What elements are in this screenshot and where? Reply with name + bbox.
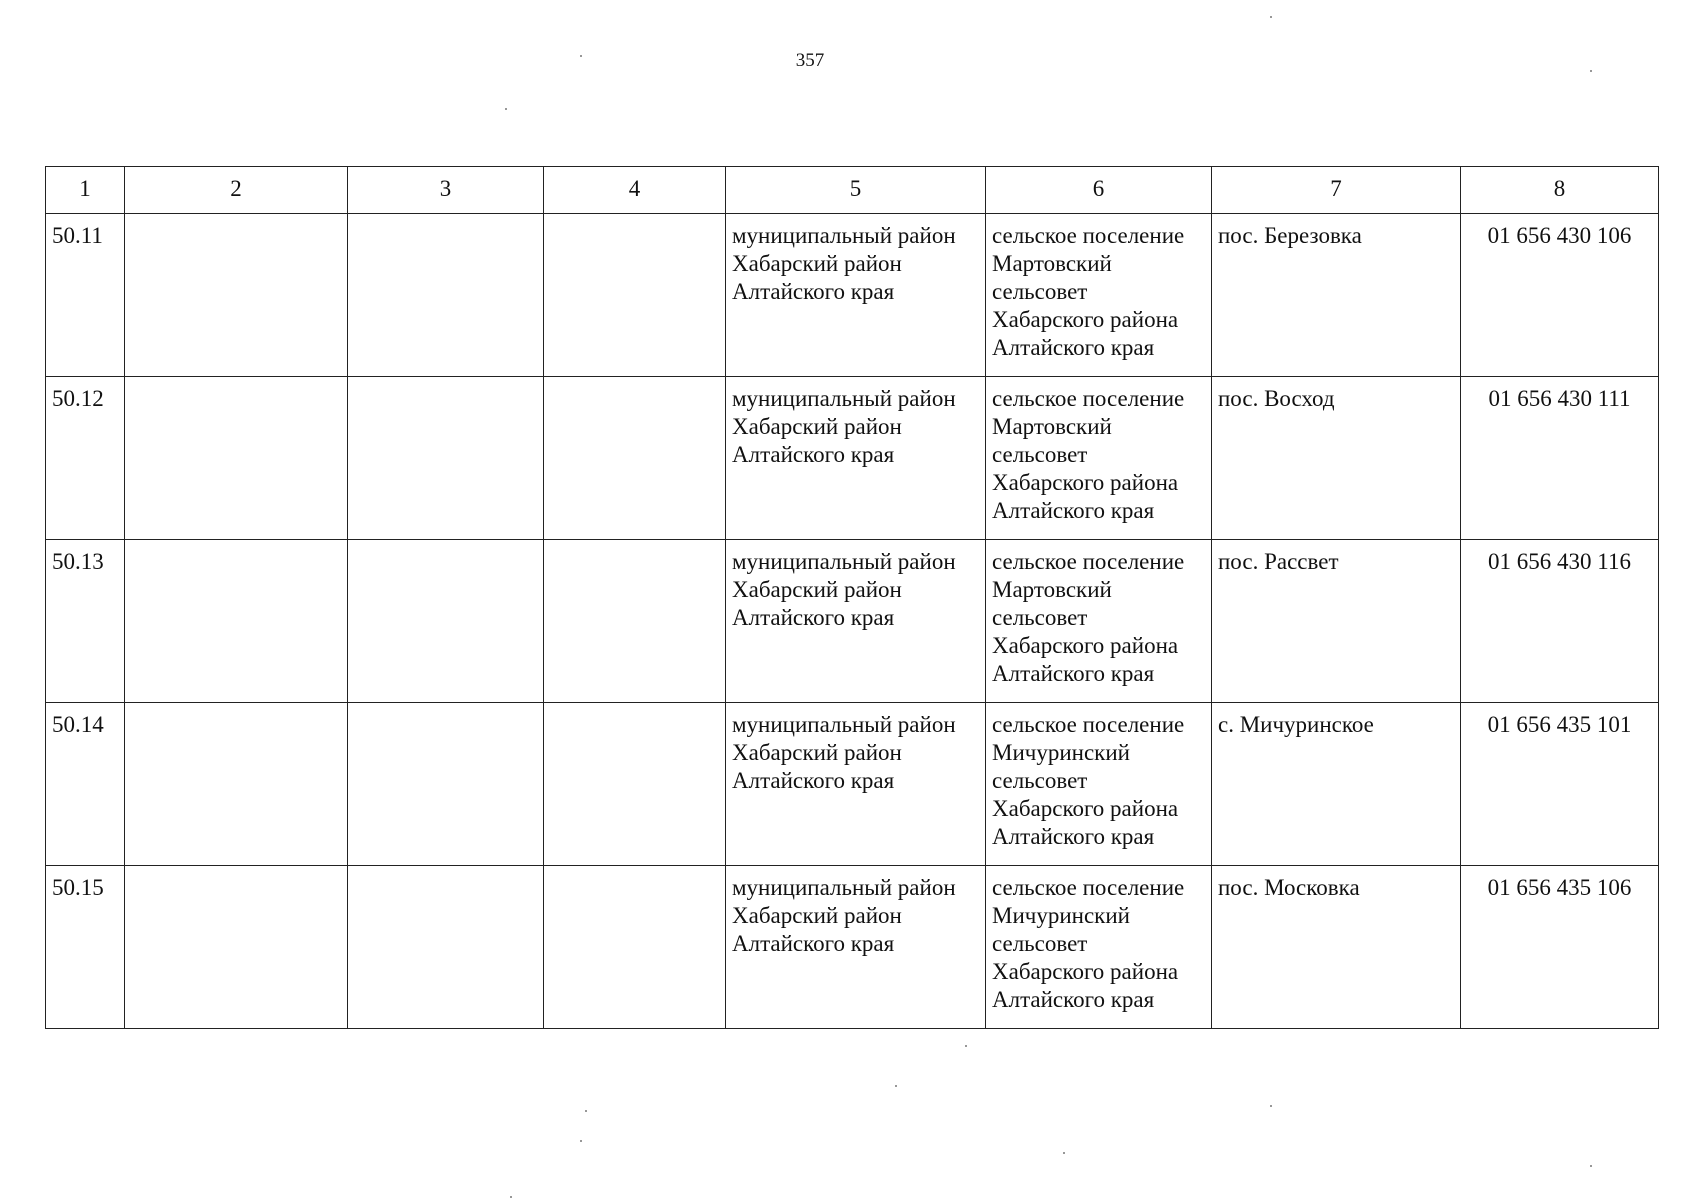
table-cell-col2	[125, 703, 348, 866]
table-cell-col2	[125, 866, 348, 1029]
column-header-6: 6	[986, 167, 1212, 214]
row-number: 50.12	[46, 377, 125, 540]
page-number: 357	[795, 50, 825, 71]
scan-speck	[1063, 1152, 1065, 1154]
locality-cell: пос. Рассвет	[1212, 540, 1461, 703]
settlement-table	[45, 166, 1659, 1029]
column-header-8: 8	[1461, 167, 1659, 214]
municipal-district-cell: муниципальный район Хабарский район Алтайского края	[726, 540, 986, 703]
row-number: 50.13	[46, 540, 125, 703]
column-header-3: 3	[348, 167, 544, 214]
column-header-7: 7	[1212, 167, 1461, 214]
column-header-4: 4	[544, 167, 726, 214]
settlement-cell: сельское поселение Мартовский сельсовет Хабарского района Алтайского края	[986, 377, 1212, 540]
table-row	[46, 540, 1659, 703]
settlement-cell: сельское поселение Мартовский сельсовет Хабарского района Алтайского края	[986, 540, 1212, 703]
oktmo-code-cell: 01 656 430 111	[1461, 377, 1659, 540]
scan-speck	[1590, 70, 1592, 72]
row-number: 50.11	[46, 214, 125, 377]
table-cell-col2	[125, 214, 348, 377]
table-cell-col4	[544, 377, 726, 540]
table-cell-col3	[348, 214, 544, 377]
table-cell-col3	[348, 866, 544, 1029]
table-row	[46, 377, 1659, 540]
settlement-cell: сельское поселение Мичуринский сельсовет Хабарского района Алтайского края	[986, 866, 1212, 1029]
municipal-district-cell: муниципальный район Хабарский район Алтайского края	[726, 377, 986, 540]
settlement-cell: сельское поселение Мартовский сельсовет Хабарского района Алтайского края	[986, 214, 1212, 377]
table-cell-col3	[348, 377, 544, 540]
table-cell-col3	[348, 540, 544, 703]
scan-speck	[1270, 16, 1272, 18]
scan-speck	[1590, 1165, 1592, 1167]
oktmo-code-cell: 01 656 430 106	[1461, 214, 1659, 377]
municipal-district-cell: муниципальный район Хабарский район Алтайского края	[726, 703, 986, 866]
column-header-2: 2	[125, 167, 348, 214]
oktmo-code-cell: 01 656 430 116	[1461, 540, 1659, 703]
locality-cell: с. Мичуринское	[1212, 703, 1461, 866]
municipal-district-cell: муниципальный район Хабарский район Алтайского края	[726, 866, 986, 1029]
table-cell-col2	[125, 377, 348, 540]
column-header-1: 1	[46, 167, 125, 214]
scan-speck	[505, 108, 507, 110]
table-row	[46, 703, 1659, 866]
scan-speck	[580, 55, 582, 57]
scan-speck	[1270, 1105, 1272, 1107]
scan-speck	[965, 1045, 967, 1047]
locality-cell: пос. Московка	[1212, 866, 1461, 1029]
table-row	[46, 214, 1659, 377]
table-cell-col4	[544, 214, 726, 377]
table-cell-col4	[544, 540, 726, 703]
scan-speck	[585, 1110, 587, 1112]
row-number: 50.15	[46, 866, 125, 1029]
table-cell-col4	[544, 866, 726, 1029]
oktmo-code-cell: 01 656 435 101	[1461, 703, 1659, 866]
table-cell-col3	[348, 703, 544, 866]
locality-cell: пос. Восход	[1212, 377, 1461, 540]
scan-speck	[895, 1085, 897, 1087]
oktmo-code-cell: 01 656 435 106	[1461, 866, 1659, 1029]
locality-cell: пос. Березовка	[1212, 214, 1461, 377]
row-number: 50.14	[46, 703, 125, 866]
scan-speck	[510, 1196, 512, 1198]
column-header-5: 5	[726, 167, 986, 214]
table-row	[46, 866, 1659, 1029]
table-cell-col2	[125, 540, 348, 703]
scan-speck	[580, 1140, 582, 1142]
table-cell-col4	[544, 703, 726, 866]
municipal-district-cell: муниципальный район Хабарский район Алтайского края	[726, 214, 986, 377]
table-header-row	[46, 167, 1659, 214]
settlement-cell: сельское поселение Мичуринский сельсовет Хабарского района Алтайского края	[986, 703, 1212, 866]
